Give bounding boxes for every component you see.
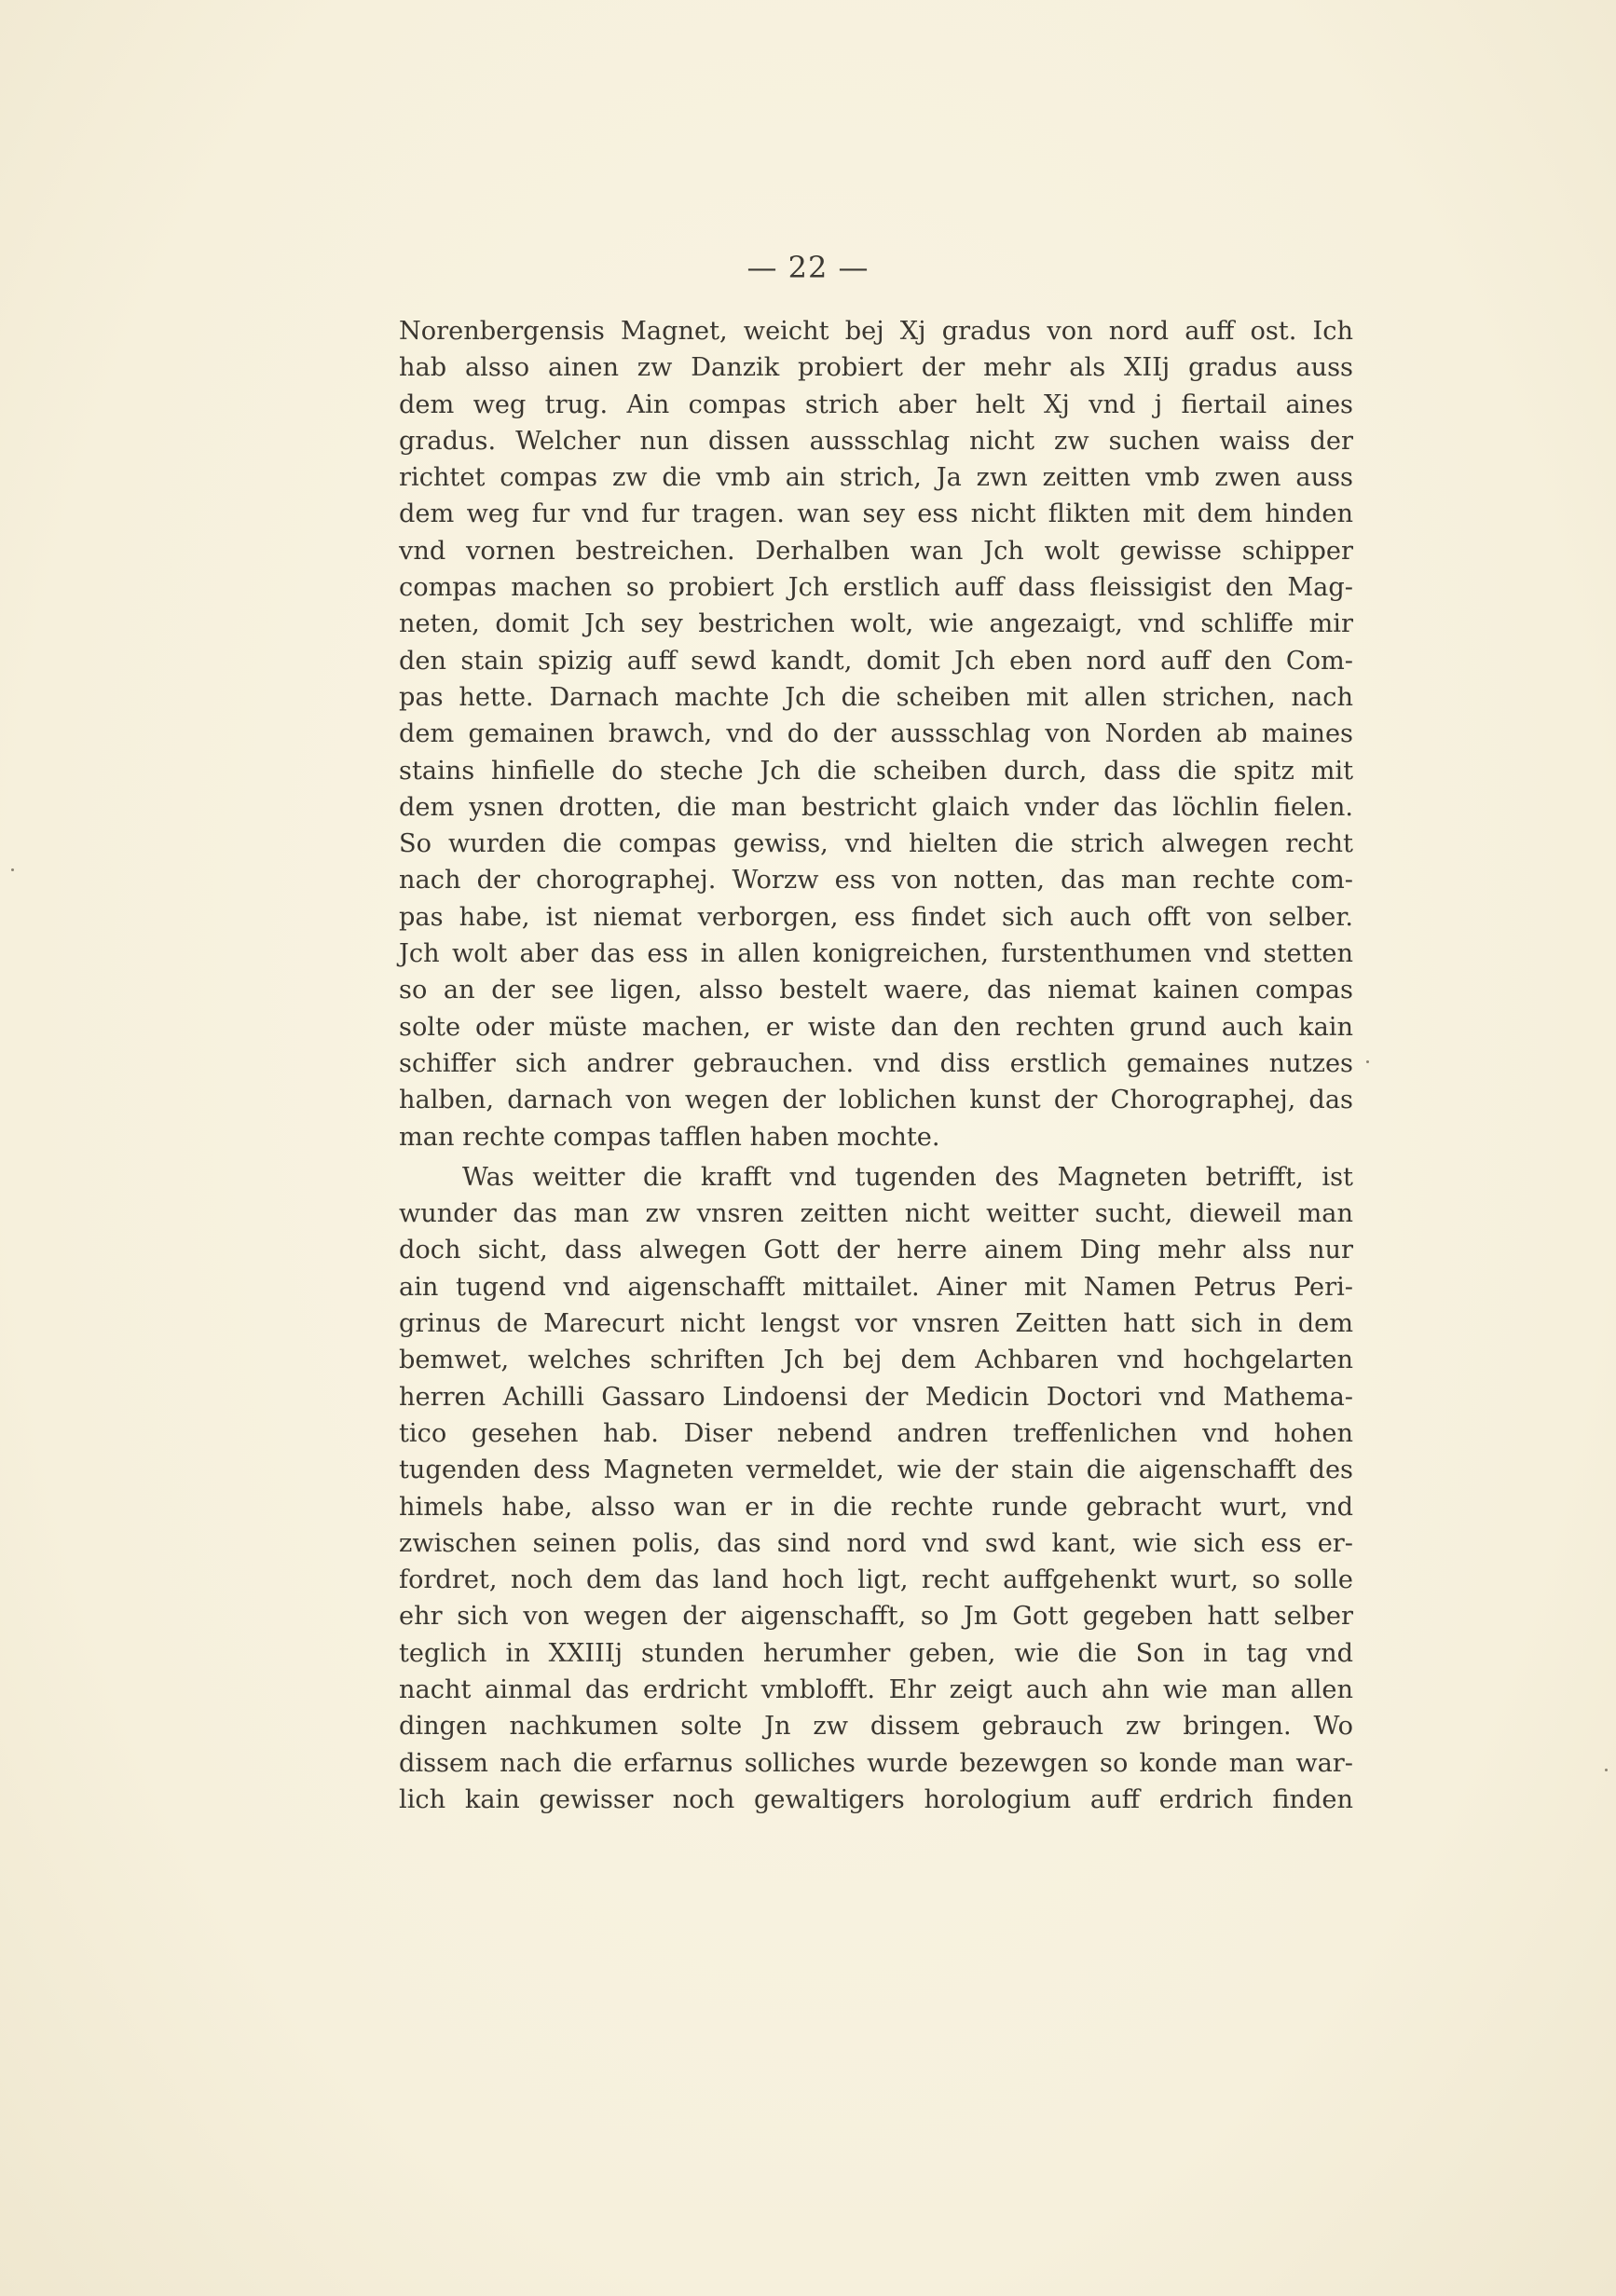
text-line: fordret, noch dem das land hoch ligt, recht auffgehenkt wurt, so solle bbox=[399, 1565, 1353, 1595]
text-line: lich kain gewisser noch gewaltigers horologium auff erdrich finden bbox=[399, 1784, 1353, 1814]
paper-speck bbox=[1366, 1060, 1369, 1063]
text-line: halben, darnach von wegen der loblichen kunst der Chorographej, das bbox=[399, 1086, 1353, 1115]
text-line: stains hinfielle do steche Jch die scheiben durch, dass die spitz mit bbox=[399, 756, 1353, 786]
text-line: vnd vornen bestreichen. Derhalben wan Jch wolt gewisse schipper bbox=[399, 536, 1353, 566]
text-line: dem ysnen drotten, die man bestricht glaich vnder das löchlin fielen. bbox=[399, 792, 1353, 822]
paragraph bbox=[399, 1159, 1353, 1818]
text-line: dem weg trug. Ain compas strich aber helt Xj vnd j fiertail aines bbox=[399, 390, 1353, 419]
text-line: compas machen so probiert Jch erstlich auff dass fleissigist den Mag- bbox=[399, 573, 1353, 603]
text-line: ehr sich von wegen der aigenschafft, so Jm Gott gegeben hatt selber bbox=[399, 1602, 1353, 1632]
page-number: — 22 — bbox=[746, 250, 870, 285]
text-line: pas hette. Darnach machte Jch die scheiben mit allen strichen, nach bbox=[399, 682, 1353, 712]
text-line: doch sicht, dass alwegen Gott der herre ainem Ding mehr alss nur bbox=[399, 1236, 1353, 1265]
body-text bbox=[399, 313, 1353, 1818]
text-line: schiffer sich andrer gebrauchen. vnd diss erstlich gemaines nutzes bbox=[399, 1048, 1353, 1078]
text-line: bemwet, welches schriften Jch bej dem Achbaren vnd hochgelarten bbox=[399, 1346, 1353, 1375]
text-line: himels habe, alsso wan er in die rechte runde gebracht wurt, vnd bbox=[399, 1492, 1353, 1522]
text-line: ain tugend vnd aigenschafft mittailet. Ainer mit Namen Petrus Peri- bbox=[399, 1272, 1353, 1302]
paper-speck bbox=[11, 868, 14, 871]
text-line: Norenbergensis Magnet, weicht bej Xj gradus von nord auff ost. Ich bbox=[399, 317, 1353, 346]
text-line: gradus. Welcher nun dissen aussschlag nicht zw suchen waiss der bbox=[399, 426, 1353, 456]
text-line: Jch wolt aber das ess in allen konigreichen, furstenthumen vnd stetten bbox=[399, 939, 1353, 969]
text-line: nacht ainmal das erdricht vmblofft. Ehr zeigt auch ahn wie man allen bbox=[399, 1674, 1353, 1704]
text-line: tugenden dess Magneten vermeldet, wie der stain die aigenschafft des bbox=[399, 1456, 1353, 1485]
text-line: hab alsso ainen zw Danzik probiert der mehr als XIIj gradus auss bbox=[399, 353, 1353, 383]
text-line: pas habe, ist niemat verborgen, ess findet sich auch offt von selber. bbox=[399, 902, 1353, 932]
text-line: Was weitter die krafft vnd tugenden des Magneten betrifft, ist bbox=[462, 1162, 1353, 1192]
text-line: wunder das man zw vnsren zeitten nicht weitter sucht, dieweil man bbox=[399, 1199, 1353, 1229]
text-line: So wurden die compas gewiss, vnd hielten die strich alwegen recht bbox=[399, 829, 1353, 859]
text-line: dissem nach die erfarnus solliches wurde bezewgen so konde man war- bbox=[399, 1748, 1353, 1778]
text-line: grinus de Marecurt nicht lengst vor vnsren Zeitten hatt sich in dem bbox=[399, 1309, 1353, 1339]
text-line: nach der chorographej. Worzw ess von notten, das man rechte com- bbox=[399, 866, 1353, 895]
text-line: dem gemainen brawch, vnd do der aussschlag von Norden ab maines bbox=[399, 719, 1353, 749]
text-line: neten, domit Jch sey bestrichen wolt, wie angezaigt, vnd schliffe mir bbox=[399, 609, 1353, 639]
text-line: dingen nachkumen solte Jn zw dissem gebrauch zw bringen. Wo bbox=[399, 1712, 1353, 1742]
text-line: herren Achilli Gassaro Lindoensi der Medicin Doctori vnd Mathema- bbox=[399, 1382, 1353, 1412]
text-line: den stain spizig auff sewd kandt, domit Jch eben nord auff den Com- bbox=[399, 646, 1353, 676]
text-line: tico gesehen hab. Diser nebend andren treffenlichen vnd hohen bbox=[399, 1418, 1353, 1448]
text-line: solte oder müste machen, er wiste dan den rechten grund auch kain bbox=[399, 1012, 1353, 1042]
paragraph bbox=[399, 313, 1353, 1155]
text-line: man rechte compas tafflen haben mochte. bbox=[399, 1122, 940, 1152]
text-line: so an der see ligen, alsso bestelt waere, das niemat kainen compas bbox=[399, 976, 1353, 1005]
text-line: zwischen seinen polis, das sind nord vnd swd kant, wie sich ess er- bbox=[399, 1528, 1353, 1558]
text-line: teglich in XXIIIj stunden herumher geben, wie die Son in tag vnd bbox=[399, 1638, 1353, 1668]
text-line: richtet compas zw die vmb ain strich, Ja zwn zeitten vmb zwen auss bbox=[399, 463, 1353, 493]
text-line: dem weg fur vnd fur tragen. wan sey ess nicht flikten mit dem hinden bbox=[399, 499, 1353, 529]
paper-speck bbox=[1605, 1769, 1608, 1771]
